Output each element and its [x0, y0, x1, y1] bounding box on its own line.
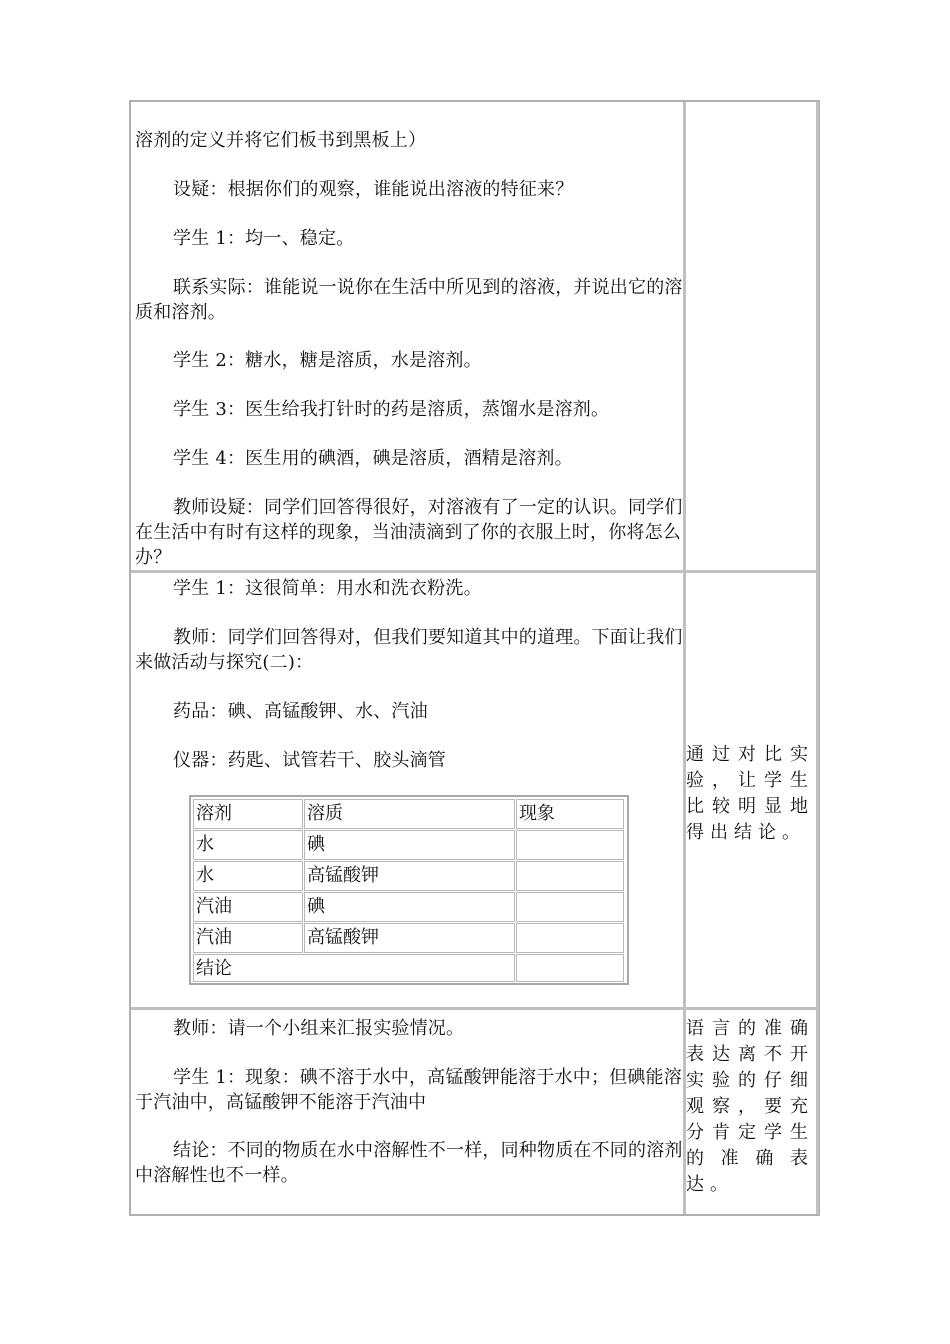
table-cell: 汽油	[193, 892, 303, 922]
table-cell: 碘	[304, 830, 515, 860]
table-cell: 碘	[304, 892, 515, 922]
table-header-solvent: 溶剂	[193, 799, 303, 829]
table-cell	[516, 923, 624, 953]
paragraph: 仪器：药匙、试管若干、胶头滴管	[173, 750, 446, 771]
experiment-table	[189, 795, 629, 985]
table-conclusion-cell	[516, 954, 624, 982]
table-header-solute: 溶质	[304, 799, 515, 829]
lesson-plan-table	[129, 100, 820, 1216]
table-header-phenomenon: 现象	[516, 799, 624, 829]
table-conclusion-label: 结论	[193, 954, 515, 982]
paragraph: 溶剂的定义并将它们板书到黑板上）	[135, 130, 427, 151]
table-cell: 高锰酸钾	[304, 861, 515, 891]
table-cell	[516, 861, 624, 891]
paragraph: 教师：同学们回答得对，但我们要知道其中的道理。下面让我们来做活动与探究(二)：	[135, 627, 683, 673]
table-cell	[516, 892, 624, 922]
paragraph: 教师：请一个小组来汇报实验情况。	[173, 1018, 465, 1039]
paragraph: 联系实际：谁能说一说你在生活中所见到的溶液，并说出它的溶质和溶剂。	[135, 277, 683, 323]
paragraph: 教师设疑：同学们回答得很好，对溶液有了一定的认识。同学们在生活中有时有这样的现象，当油渍滴到了你的衣服上时，你将怎么办？	[135, 497, 683, 568]
table-cell: 水	[193, 861, 303, 891]
row-divider-2	[131, 1007, 818, 1010]
paragraph: 学生 1：均一、稳定。	[173, 228, 355, 249]
table-cell: 高锰酸钾	[304, 923, 515, 953]
paragraph: 学生 3：医生给我打针时的药是溶质，蒸馏水是溶剂。	[173, 399, 610, 420]
side-note-1: 通过对比实验，让学生比较明显地得出结论。	[686, 744, 814, 843]
paragraph: 结论：不同的物质在水中溶解性不一样，同种物质在不同的溶剂中溶解性也不一样。	[135, 1140, 683, 1186]
table-cell: 水	[193, 830, 303, 860]
side-note-2: 语言的准确表达离不开实验的仔细观察，要充分肯定学生的准确表达。	[686, 1018, 814, 1195]
column-divider-2	[816, 102, 819, 1214]
paragraph: 设疑：根据你们的观察，谁能说出溶液的特征来？	[173, 179, 574, 200]
table-cell	[516, 830, 624, 860]
table-cell: 汽油	[193, 923, 303, 953]
paragraph: 学生 2：糖水，糖是溶质，水是溶剂。	[173, 350, 482, 371]
paragraph: 学生 1：现象：碘不溶于水中，高锰酸钾能溶于水中；但碘能溶于汽油中，高锰酸钾不能溶于汽油中	[135, 1067, 682, 1113]
paragraph: 学生 1：这很简单：用水和洗衣粉洗。	[173, 578, 482, 599]
paragraph: 学生 4：医生用的碘酒，碘是溶质，酒精是溶剂。	[173, 448, 573, 469]
paragraph: 药品：碘、高锰酸钾、水、汽油	[173, 701, 428, 722]
row-divider-1	[131, 570, 818, 573]
